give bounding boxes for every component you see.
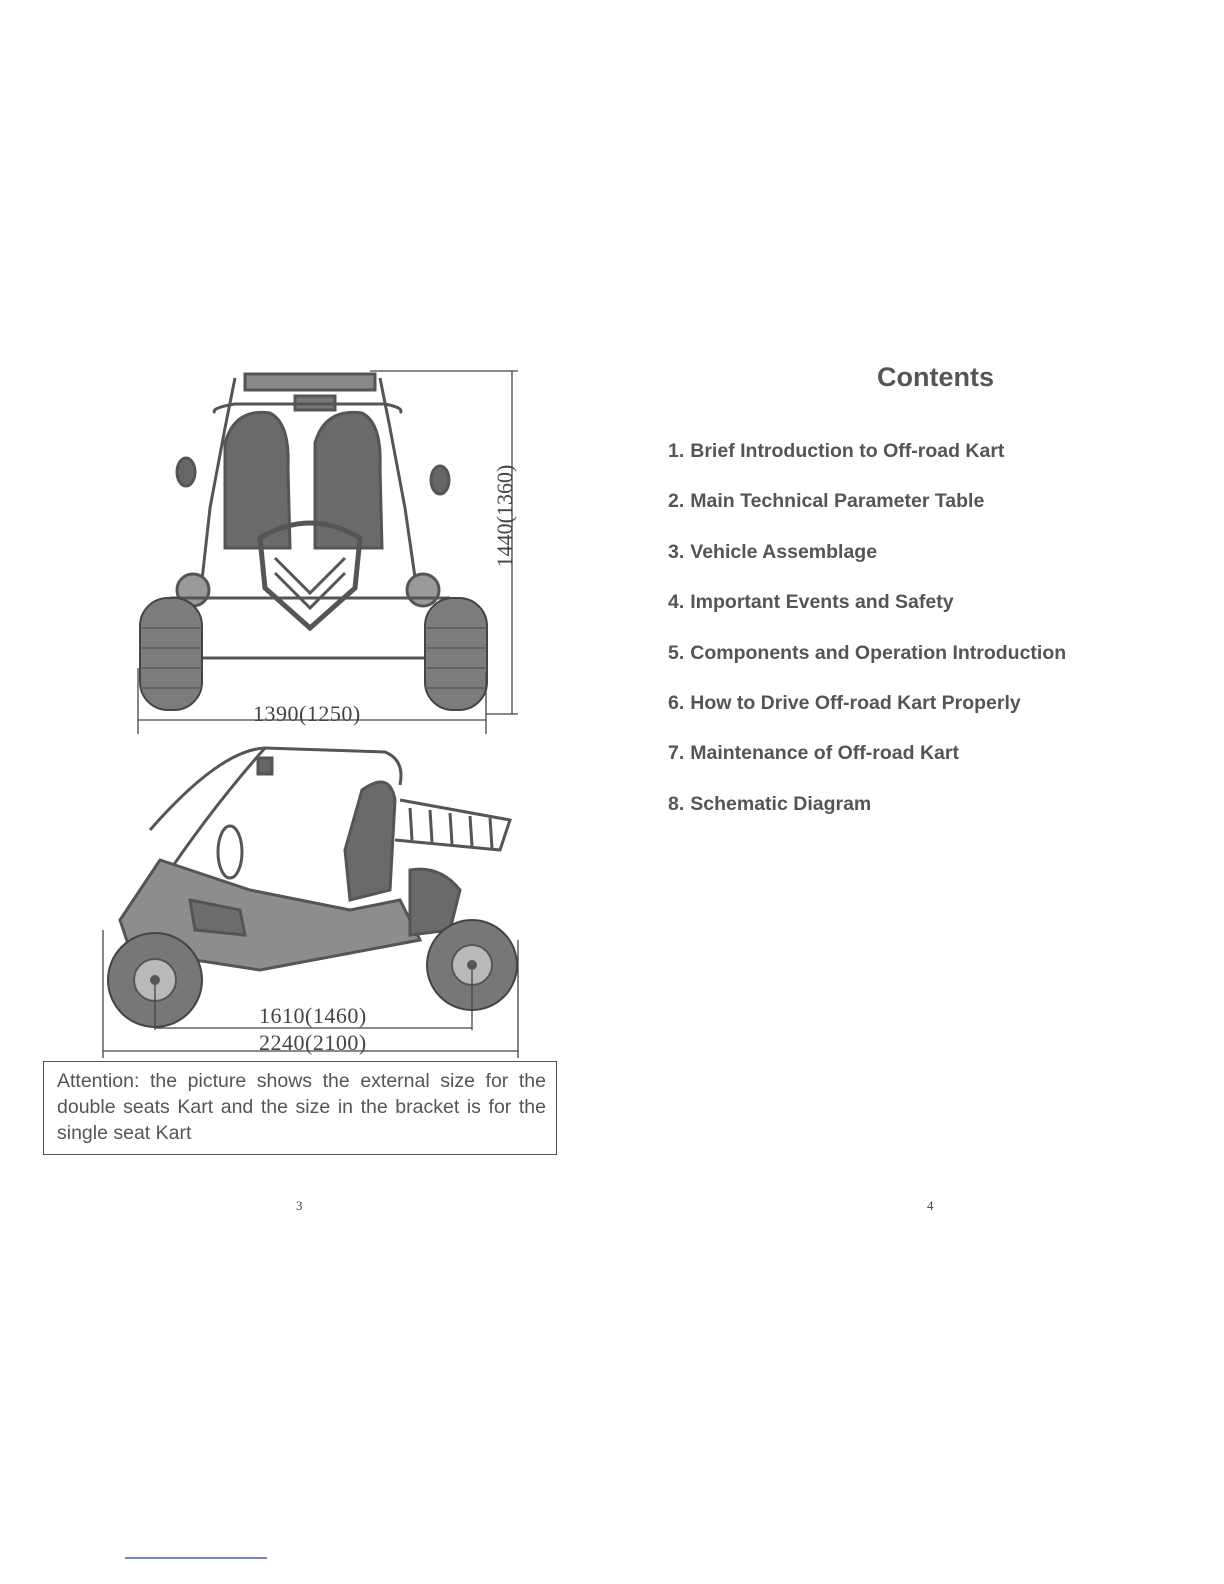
toc-item[interactable] <box>668 742 1066 792</box>
footer-divider <box>125 1557 267 1559</box>
page-number-right: 4 <box>927 1198 934 1213</box>
toc-item-number: 2. <box>668 490 685 513</box>
toc-item[interactable] <box>668 793 1066 843</box>
toc-item-number: 1. <box>668 440 685 462</box>
toc-item-label: Brief Introduction to Off-road Kart <box>690 440 1005 462</box>
kart-front-view-drawing <box>100 368 530 738</box>
overall-length-label: 2240(2100) <box>259 1030 367 1055</box>
toc-item[interactable] <box>668 541 1066 591</box>
toc-item-label: Schematic Diagram <box>690 792 872 815</box>
size-attention-note: Attention: the picture shows the external size for the double seats Kart and the size in the bracket is for the single seat Kart <box>43 1061 557 1155</box>
table-of-contents <box>668 440 1066 843</box>
toc-item-label: Important Events and Safety <box>690 591 954 614</box>
toc-item-number: 8. <box>668 792 685 815</box>
toc-item-label: Main Technical Parameter Table <box>690 490 985 513</box>
toc-item[interactable] <box>668 490 1066 540</box>
toc-item-label: How to Drive Off-road Kart Properly <box>690 691 1021 714</box>
toc-item-number: 6. <box>668 691 685 714</box>
toc-item[interactable] <box>668 591 1066 641</box>
toc-item[interactable] <box>668 642 1066 692</box>
kart-dimension-figure <box>100 368 530 1058</box>
toc-item-label: Maintenance of Off-road Kart <box>690 742 959 765</box>
toc-item-label: Components and Operation Introduction <box>690 641 1067 664</box>
toc-item[interactable] <box>668 440 1066 490</box>
contents-title: Contents <box>877 362 994 392</box>
front-height-label: 1440(1360) <box>492 464 517 568</box>
front-width-label: 1390(1250) <box>253 701 361 726</box>
wheelbase-label: 1610(1460) <box>259 1003 367 1028</box>
toc-item[interactable] <box>668 692 1066 742</box>
toc-item-number: 5. <box>668 641 685 664</box>
toc-item-number: 4. <box>668 591 685 614</box>
toc-item-label: Vehicle Assemblage <box>690 540 878 563</box>
page-number-left: 3 <box>296 1198 303 1213</box>
toc-item-number: 3. <box>668 540 685 563</box>
toc-item-number: 7. <box>668 742 685 765</box>
